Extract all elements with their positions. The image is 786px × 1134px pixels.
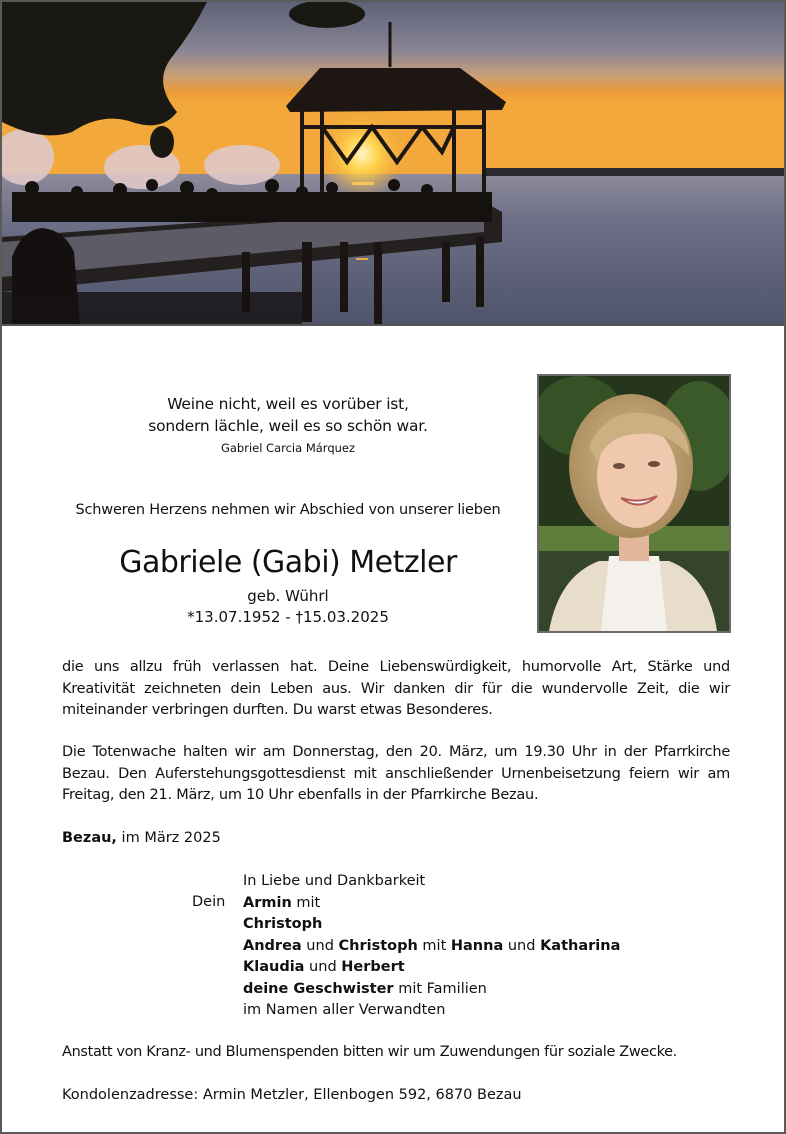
mourner-name: deine Geschwister (243, 980, 394, 997)
connector-text: und (304, 959, 342, 975)
signature-mourners (243, 893, 620, 1022)
life-dates: *13.07.1952 - †15.03.2025 (187, 608, 389, 626)
signature-closing: In Liebe und Dankbarkeit (243, 873, 426, 889)
mourner-line (243, 914, 620, 936)
sunset-pier-illustration (2, 2, 784, 324)
mourner-name: Klaudia (243, 959, 305, 975)
mourner-line (243, 979, 620, 1001)
mourner-name: Christoph (243, 916, 323, 932)
signature-lead: Dein (192, 894, 226, 910)
condolence-address: Kondolenzadresse: Armin Metzler, Ellenbogen 592, 6870 Bezau (62, 1087, 522, 1103)
connector-text: und (301, 937, 339, 954)
mourner-line (243, 893, 620, 915)
mourner-line (243, 1000, 620, 1022)
maiden-name: geb. Wührl (247, 587, 329, 605)
signature-block (243, 871, 620, 1022)
mourner-name: Katharina (540, 937, 621, 954)
date: im März 2025 (116, 830, 221, 846)
mourner-name: Armin (243, 894, 292, 911)
intro-text: Schweren Herzens nehmen wir Abschied von unserer lieben (75, 502, 501, 518)
place-date (62, 828, 221, 849)
quote-author: Gabriel Carcia Márquez (220, 441, 356, 455)
connector-text: und (503, 937, 541, 954)
portrait-illustration (539, 376, 729, 631)
connector-text: im Namen aller Verwandten (243, 1002, 446, 1018)
donation-note: Anstatt von Kranz- und Blumenspenden bitten wir um Zuwendungen für soziale Zwecke. (62, 1044, 677, 1060)
deceased-name: Gabriele (Gabi) Metzler (119, 545, 457, 580)
mourner-name: Herbert (341, 959, 405, 975)
quote-line: Weine nicht, weil es vorüber ist, (167, 395, 409, 413)
quote-line: sondern lächle, weil es so schön war. (148, 417, 428, 435)
portrait-photo (537, 374, 731, 633)
mourner-name: Christoph (338, 937, 418, 954)
banner-photo (2, 2, 784, 326)
connector-text: mit Familien (393, 980, 487, 997)
mourner-line (243, 957, 620, 979)
memorial-quote (62, 393, 514, 458)
mourner-name: Hanna (450, 937, 504, 954)
place: Bezau, (62, 830, 117, 846)
tribute-paragraph: die uns allzu früh verlassen hat. Deine Liebenswürdigkeit, humorvolle Art, Stärke und Kreativität zeichneten dein Leben aus. Wir danken dir für die wundervolle Zeit, die wir miteinander verbringen durften. Du warst etwas Besonderes. (62, 659, 730, 718)
service-details-paragraph: Die Totenwache halten wir am Donnerstag, den 20. März, um 19.30 Uhr in der Pfarrkirche Bezau. Den Auferstehungsgottesdienst mit anschließender Urnenbeisetzung feiern wir am Freitag, den 21. März, um 10 Uhr ebenfalls in der Pfarrkirche Bezau. (62, 744, 730, 803)
connector-text: mit (417, 937, 451, 954)
mourner-line (243, 936, 620, 958)
connector-text: mit (291, 894, 321, 911)
mourner-name: Andrea (243, 937, 302, 954)
